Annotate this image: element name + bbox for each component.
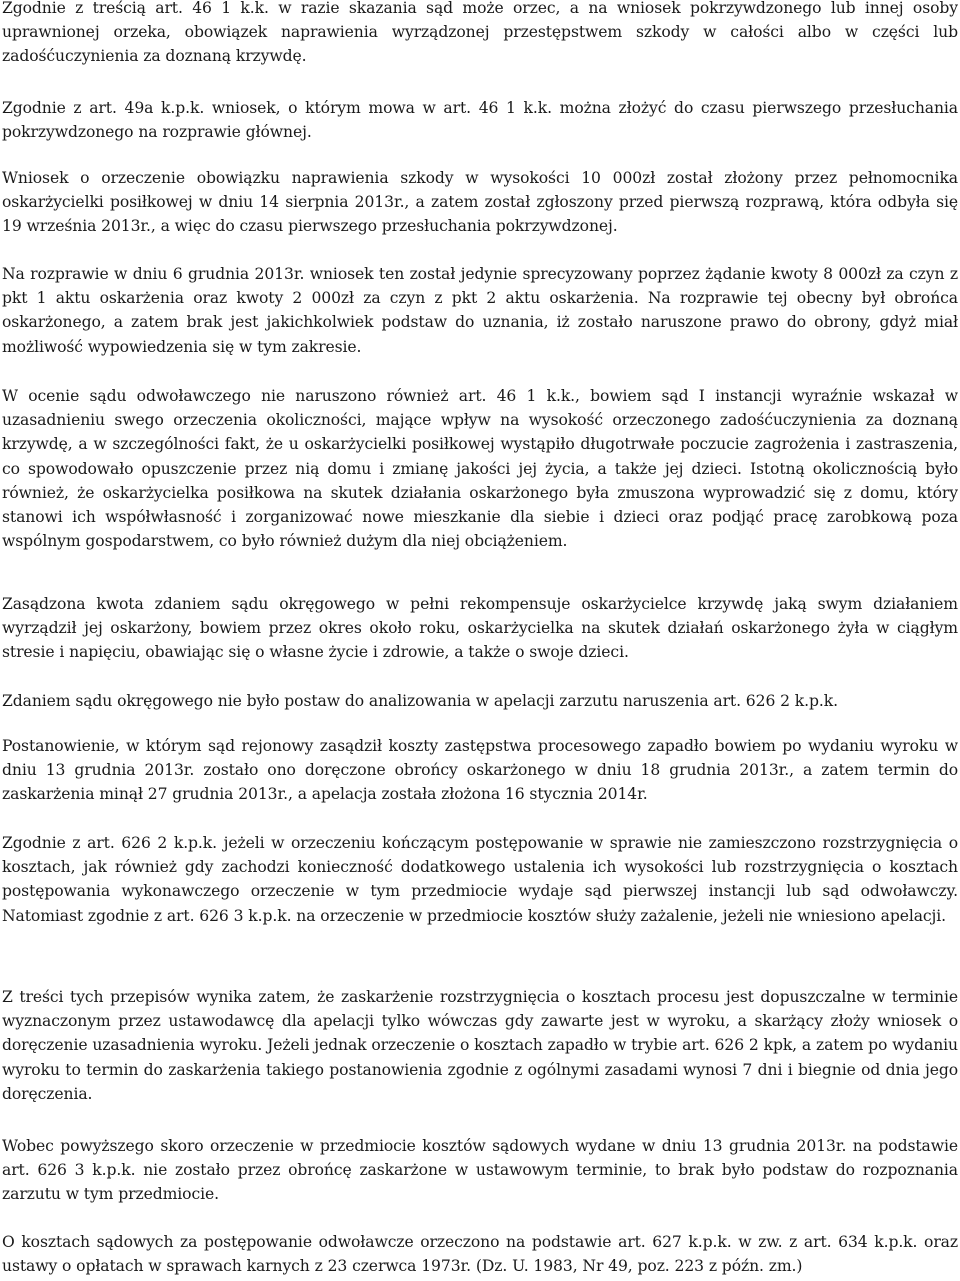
paragraph: Zgodnie z treścią art. 46 1 k.k. w razie skazania sąd może orzec, a na wniosek pokrzywdzonego lub innej osoby uprawnionej orzeka, obowiązek naprawienia wyrządzonej przestępstwem szkody w całości albo w części lub zadośćuczynienia za doznaną krzywdę. <box>2 0 958 66</box>
paragraph: Zdaniem sądu okręgowego nie było postaw do analizowania w apelacji zarzutu naruszenia art. 626 2 k.p.k. <box>2 692 838 710</box>
paragraph: O kosztach sądowych za postępowanie odwoławcze orzeczono na podstawie art. 627 k.p.k. w zw. z art. 634 k.p.k. oraz ustawy o opłatach w sprawach karnych z 23 czerwca 1973r. (Dz. U. 1983, Nr 49, poz. 223 z późn. zm.) <box>2 1233 958 1276</box>
paragraph: Z treści tych przepisów wynika zatem, że zaskarżenie rozstrzygnięcia o kosztach procesu jest dopuszczalne w terminie wyznaczonym przez ustawodawcę dla apelacji tylko wówczas gdy zawarte jest w wyroku, a skarżący złoży wniosek o doręczenie uzasadnienia wyroku. Jeżeli jednak orzeczenie o kosztach zapadło w trybie art. 626 2 kpk, a zatem po wydaniu wyroku to termin do zaskarżenia takiego postanowienia zgodnie z ogólnymi zasadami wynosi 7 dni i biegnie od dnia jego doręczenia. <box>2 988 958 1103</box>
paragraph: Zgodnie z art. 626 2 k.p.k. jeżeli w orzeczeniu kończącym postępowanie w sprawie nie zamieszczono rozstrzygnięcia o kosztach, jak również gdy zachodzi konieczność dodatkowego ustalenia ich wysokości lub rozstrzygnięcia o kosztach postępowania wykonawczego orzeczenie w tym przedmiocie wydaje sąd pierwszej instancji lub sąd odwoławczy. Natomiast zgodnie z art. 626 3 k.p.k. na orzeczenie w przedmiocie kosztów służy zażalenie, jeżeli nie wniesiono apelacji. <box>2 834 958 925</box>
paragraph: Na rozprawie w dniu 6 grudnia 2013r. wniosek ten został jedynie sprecyzowany poprzez żądanie kwoty 8 000zł za czyn z pkt 1 aktu oskarżenia oraz kwoty 2 000zł za czyn z pkt 2 aktu oskarżenia. Na rozprawie tej obecny był obrońca oskarżonego, a zatem brak jest jakichkolwiek podstaw do uznania, iż zostało naruszone prawo do obrony, gdyż miał możliwość wypowiedzenia się w tym zakresie. <box>2 265 958 356</box>
paragraph: Zasądzona kwota zdaniem sądu okręgowego w pełni rekompensuje oskarżycielce krzywdę jaką swym działaniem wyrządził jej oskarżony, bowiem przez okres około roku, oskarżycielka na skutek działań oskarżonego żyła w ciągłym stresie i napięciu, obawiając się o własne życie i zdrowie, a także o swoje dzieci. <box>2 595 958 662</box>
paragraph: Wobec powyższego skoro orzeczenie w przedmiocie kosztów sądowych wydane w dniu 13 grudnia 2013r. na podstawie art. 626 3 k.p.k. nie zostało przez obrońcę zaskarżone w ustawowym terminie, to brak było podstaw do rozpoznania zarzutu w tym przedmiocie. <box>2 1137 958 1204</box>
paragraph: Postanowienie, w którym sąd rejonowy zasądził koszty zastępstwa procesowego zapadło bowiem po wydaniu wyroku w dniu 13 grudnia 2013r. zostało ono doręczone obrońcy oskarżonego w dniu 18 grudnia 2013r., a zatem termin do zaskarżenia minął 27 grudnia 2013r., a apelacja została złożona 16 stycznia 2014r. <box>2 737 958 804</box>
paragraph: Wniosek o orzeczenie obowiązku naprawienia szkody w wysokości 10 000zł został złożony przez pełnomocnika oskarżycielki posiłkowej w dniu 14 sierpnia 2013r., a zatem został zgłoszony przed pierwszą rozprawą, która odbyła się 19 września 2013r., a więc do czasu pierwszego przesłuchania pokrzywdzonej. <box>2 169 958 236</box>
paragraph: Zgodnie z art. 49a k.p.k. wniosek, o którym mowa w art. 46 1 k.k. można złożyć do czasu pierwszego przesłuchania pokrzywdzonego na rozprawie głównej. <box>2 99 958 142</box>
paragraph: W ocenie sądu odwoławczego nie naruszono również art. 46 1 k.k., bowiem sąd I instancji wyraźnie wskazał w uzasadnieniu swego orzeczenia okoliczności, mające wpływ na wysokość orzeczonego zadośćuczynienia za doznaną krzywdę, a w szczególności fakt, że u oskarżycielki posiłkowej wystąpiło długotrwałe poczucie zagrożenia i zastraszenia, co spowodowało opuszczenie przez nią domu i zmianę jakości jej życia, a także jej dzieci. Istotną okolicznością było również, że oskarżycielka posiłkowa na skutek działania oskarżonego była zmuszona wyprowadzić się z domu, który stanowi ich współwłasność i zorganizować nowe mieszkanie dla siebie i dzieci oraz podjąć pracę zarobkową poza wspólnym gospodarstwem, co było również dużym dla niej obciążeniem. <box>2 387 958 551</box>
